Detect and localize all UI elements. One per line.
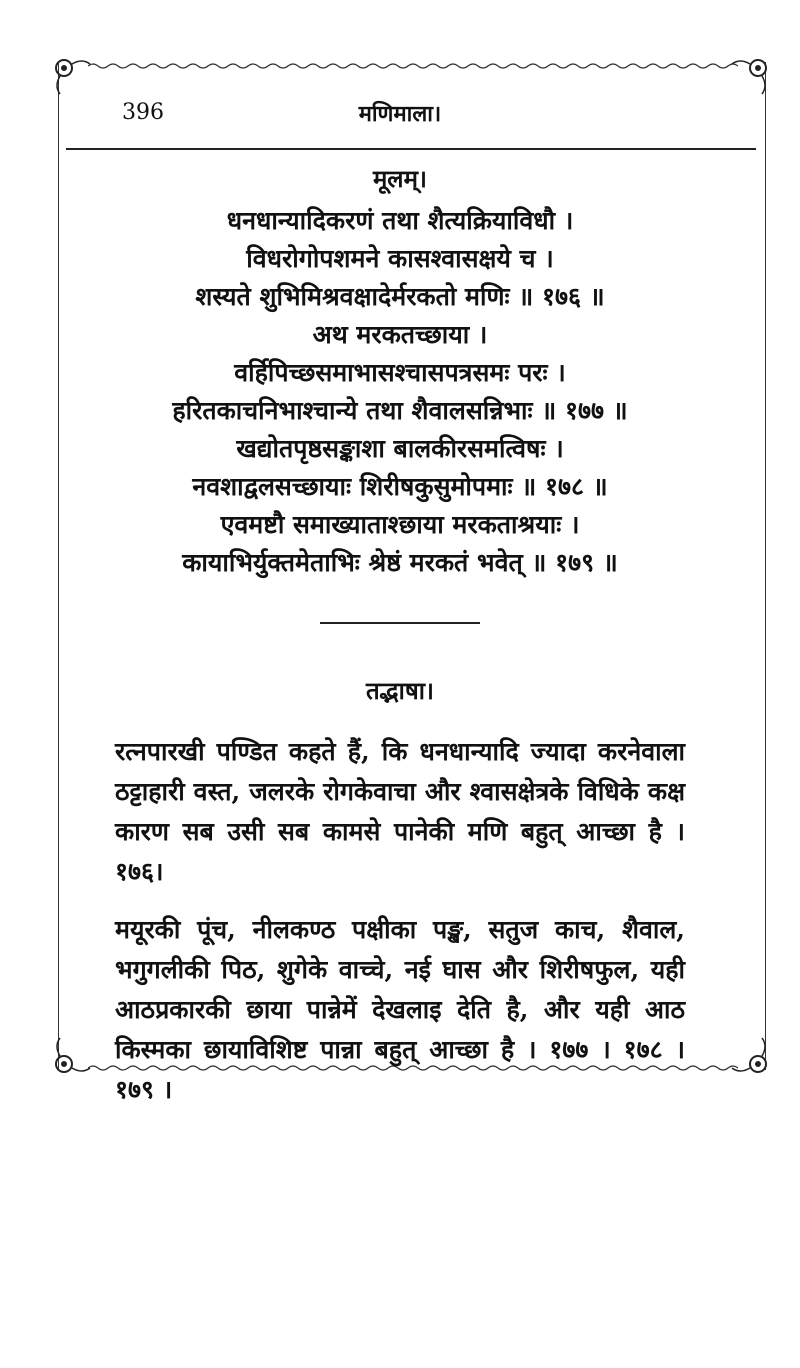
verse-line: कायाभिर्युक्तमेताभिः श्रेष्ठं मरकतं भवेत् ॥ १७९ ॥ [182,548,618,577]
verse-line: शस्यते शुभिमिश्रवक्षादेर्मरकतो मणिः ॥ १७६ ॥ [195,282,605,311]
page-content [0,160,800,1110]
header-rule [66,148,756,150]
verse-line: हरितकाचनिभाश्चान्ये तथा शैवालसन्निभाः ॥ १७७ ॥ [172,396,628,425]
translation-paragraph: रत्नपारखी पण्डित कहते हैं, कि धनधान्यादि ज्यादा करनेवाला ठट्टाहारी वस्त, जलरके रोगकेवाचा और श्वासक्षेत्रके विधिके कक्ष कारण सब उसी सब कामसे पानेकी मणि बहुत् आच्छा है । १७६। [115,737,685,886]
verse-line: विधरोगोपशमने कासश्वासक्षये च । [246,244,554,273]
translation-paragraph: मयूरकी पूंच, नीलकण्ठ पक्षीका पङ्ख, सतुज काच, शैवाल, भगुगलीकी पिठ, शुगेके वाच्चे, नई घास और शिरीषफुल, यही आठप्रकारकी छाया पान्नेमें देखलाइ देति है, और यही आठ किस्मका छायाविशिष्ट पान्ना बहुत् आच्छा है । १७७ । १७८ । १७९ । [115,915,685,1104]
section-divider [320,622,480,624]
verse-line: एवमष्टौ समाख्याताश्छाया मरकताश्रयाः । [220,510,580,539]
translation-section [0,672,800,1110]
verse-line: नवशाद्वलसच्छायाः शिरीषकुसुमोपमाः ॥ १७८ ॥ [192,472,608,501]
verse-line: खद्योतपृष्ठसङ्काशा बालकीरसमत्विषः । [236,434,564,463]
section-title-tadbhasha: तद्भाषा। [365,676,435,705]
page-header [0,96,800,136]
verse-line: वर्हिपिच्छसमाभासश्चासपत्रसमः परः । [234,358,566,387]
corner-ornament-icon [728,56,770,98]
page-number: 396 [122,100,164,125]
verse-line: धनधान्यादिकरणं तथा शैत्यक्रियाविधौ । [226,206,574,235]
section-title-mulam: मूलम्। [372,164,428,193]
verse-subheading: अथ मरकतच्छाया । [312,320,488,349]
corner-ornament-icon [52,56,94,98]
sanskrit-verses [0,160,800,582]
running-title: मणिमाला। [358,101,442,127]
